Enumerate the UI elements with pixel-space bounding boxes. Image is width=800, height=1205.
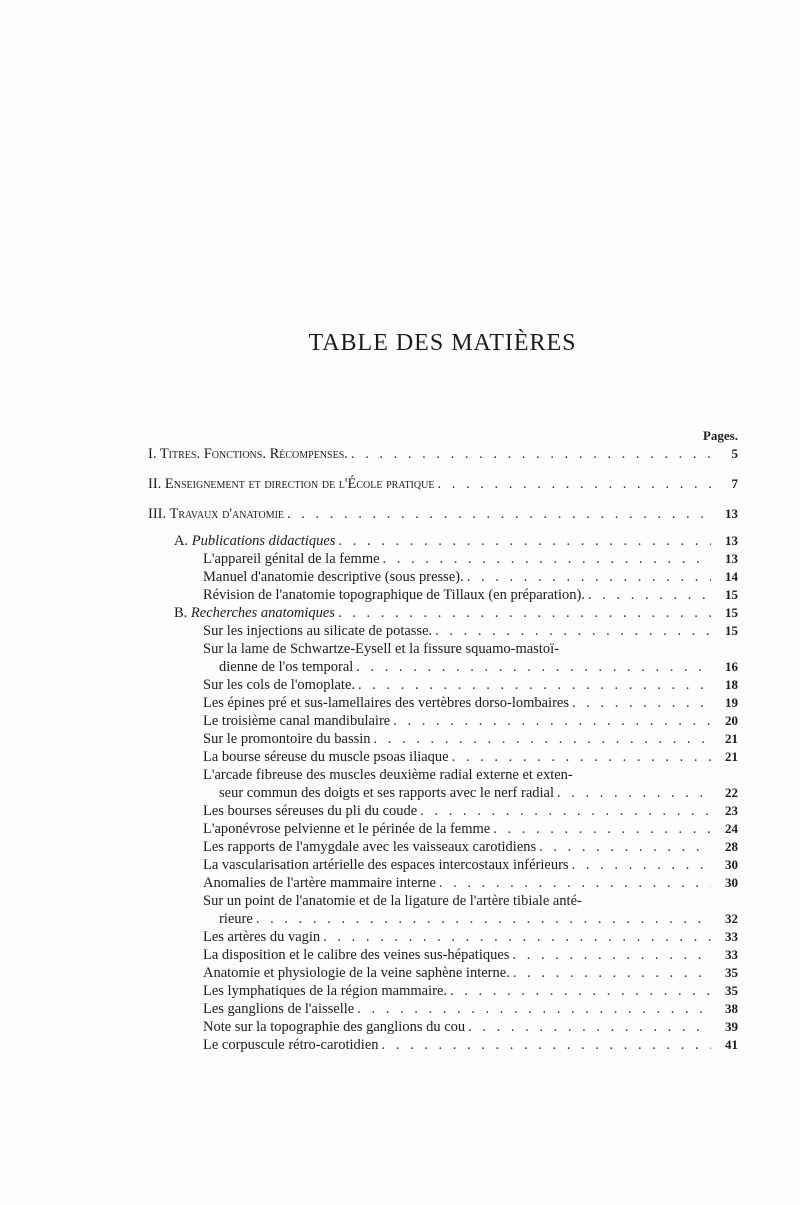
toc-entry-label: Manuel d'anatomie descriptive (sous presse). bbox=[203, 569, 464, 585]
toc-entry bbox=[203, 1037, 738, 1053]
leader-dots bbox=[383, 551, 711, 567]
toc-section-label: III. Travaux d'anatomie bbox=[148, 506, 285, 522]
leader-dots bbox=[588, 587, 711, 603]
leader-dots bbox=[339, 533, 711, 549]
leader-dots bbox=[557, 785, 711, 801]
toc-section-label: I. Titres. Fonctions. Récompenses. bbox=[148, 446, 348, 462]
toc-page-number: 15 bbox=[725, 587, 738, 602]
leader-dots bbox=[450, 983, 711, 999]
toc-page-number: 35 bbox=[725, 965, 738, 980]
toc-entry bbox=[203, 821, 738, 837]
toc-section-2 bbox=[148, 476, 738, 492]
toc-entry-label: Les artères du vagin bbox=[203, 929, 321, 945]
toc-page-number: 33 bbox=[725, 929, 738, 944]
toc-page-number: 21 bbox=[725, 749, 738, 764]
toc-page-number: 20 bbox=[725, 713, 738, 728]
toc-page-number: 5 bbox=[731, 446, 738, 461]
toc-subsection-label: Publications didactiques bbox=[191, 533, 336, 549]
leader-dots bbox=[357, 1001, 711, 1017]
leader-dots bbox=[493, 821, 711, 837]
toc-entry-label: Note sur la topographie des ganglions du cou bbox=[203, 1019, 466, 1035]
pages-column-header: Pages. bbox=[702, 428, 738, 443]
toc-entry-label: Les lymphatiques de la région mammaire. bbox=[203, 983, 448, 999]
toc-entry-label: La vascularisation artérielle des espaces intercostaux inférieurs bbox=[203, 857, 569, 873]
leader-dots bbox=[572, 695, 711, 711]
toc-page-number: 30 bbox=[725, 875, 738, 890]
toc-entry-label: Révision de l'anatomie topographique de Tillaux (en préparation). bbox=[203, 587, 585, 603]
toc-page-number: 13 bbox=[725, 551, 738, 566]
leader-dots bbox=[572, 857, 711, 873]
toc-entry-label: Les bourses séreuses du pli du coude bbox=[203, 803, 418, 819]
leader-dots bbox=[439, 875, 711, 891]
toc-entry-label: Les épines pré et sus-lamellaires des vertèbres dorso-lombaires bbox=[203, 695, 569, 711]
toc-entry bbox=[203, 965, 738, 981]
toc-page-number: 13 bbox=[725, 533, 738, 548]
toc-entry bbox=[203, 569, 738, 585]
toc-page-number: 19 bbox=[725, 695, 738, 710]
toc-page-number: 23 bbox=[725, 803, 738, 818]
leader-dots bbox=[467, 569, 711, 585]
toc-entry bbox=[203, 857, 738, 873]
toc-page-number: 14 bbox=[725, 569, 738, 584]
toc-entry-label: Sur les cols de l'omoplate. bbox=[203, 677, 356, 693]
leader-dots bbox=[323, 929, 711, 945]
toc-subsection-label: Recherches anatomiques bbox=[190, 605, 335, 621]
toc-entry-line: Sur un point de l'anatomie et de la ligature de l'artère tibiale anté- bbox=[203, 893, 582, 909]
leader-dots bbox=[452, 749, 711, 765]
toc-subsection-letter: B. bbox=[174, 605, 188, 621]
toc-entry-label: Le troisième canal mandibulaire bbox=[203, 713, 391, 729]
toc-entry-label: Anatomie et physiologie de la veine saphène interne. bbox=[203, 965, 510, 981]
toc-page-number: 39 bbox=[725, 1019, 738, 1034]
toc-entry-label: L'appareil génital de la femme bbox=[203, 551, 380, 567]
leader-dots bbox=[358, 677, 711, 693]
leader-dots bbox=[420, 803, 711, 819]
toc-page-number: 41 bbox=[725, 1037, 738, 1052]
leader-dots bbox=[435, 623, 711, 639]
toc-entry-label: Le corpuscule rétro-carotidien bbox=[203, 1037, 379, 1053]
toc-entry bbox=[203, 587, 738, 603]
toc-entry bbox=[203, 623, 738, 639]
toc-page-number: 22 bbox=[725, 785, 738, 800]
leader-dots bbox=[356, 659, 711, 675]
toc-entry-line: L'arcade fibreuse des muscles deuxième radial externe et exten- bbox=[203, 767, 573, 783]
toc-section-label: II. Enseignement et direction de l'École pratique bbox=[148, 476, 435, 492]
leader-dots bbox=[512, 947, 711, 963]
toc-subsection-b bbox=[174, 605, 738, 621]
toc-page-number: 15 bbox=[725, 605, 738, 620]
leader-dots bbox=[437, 476, 711, 492]
toc-entry bbox=[203, 947, 738, 963]
toc-entry-label: rieure bbox=[219, 911, 253, 927]
toc-section-3 bbox=[148, 506, 738, 522]
toc-page-number: 24 bbox=[725, 821, 738, 836]
toc-page-number: 15 bbox=[725, 623, 738, 638]
toc-page-number: 21 bbox=[725, 731, 738, 746]
leader-dots bbox=[468, 1019, 711, 1035]
toc-page-number: 28 bbox=[725, 839, 738, 854]
toc-entry-label: Sur le promontoire du bassin bbox=[203, 731, 371, 747]
toc-page-number: 38 bbox=[725, 1001, 738, 1016]
leader-dots bbox=[256, 911, 711, 927]
toc-entry bbox=[203, 983, 738, 999]
toc-entry-label: Anomalies de l'artère mammaire interne bbox=[203, 875, 436, 891]
toc-entry-label: Les ganglions de l'aisselle bbox=[203, 1001, 355, 1017]
toc-entry-line: Sur la lame de Schwartze-Eysell et la fissure squamo-mastoï- bbox=[203, 641, 559, 657]
toc-page-number: 13 bbox=[725, 506, 738, 521]
toc-entry bbox=[203, 929, 738, 945]
toc-entry-label: Sur les injections au silicate de potasse. bbox=[203, 623, 433, 639]
toc-entry-label: L'aponévrose pelvienne et le périnée de la femme bbox=[203, 821, 491, 837]
toc-page-number: 18 bbox=[725, 677, 738, 692]
toc-entry bbox=[203, 1001, 738, 1017]
toc-page-number: 35 bbox=[725, 983, 738, 998]
toc-subsection-a bbox=[174, 533, 738, 549]
toc-entry bbox=[219, 785, 738, 801]
toc-entry-label: dienne de l'os temporal bbox=[219, 659, 354, 675]
toc-entry bbox=[219, 911, 738, 927]
toc-entry-label: La bourse séreuse du muscle psoas iliaque bbox=[203, 749, 449, 765]
toc-page-number: 7 bbox=[731, 476, 738, 491]
leader-dots bbox=[513, 965, 711, 981]
toc-entry bbox=[203, 1019, 738, 1035]
toc-entry bbox=[203, 713, 738, 729]
toc-page-number: 30 bbox=[725, 857, 738, 872]
toc-entry-label: seur commun des doigts et ses rapports avec le nerf radial bbox=[219, 785, 555, 801]
toc-section-1 bbox=[148, 446, 738, 462]
toc-entry bbox=[203, 677, 738, 693]
leader-dots bbox=[287, 506, 711, 522]
leader-dots bbox=[351, 446, 711, 462]
toc-page-number: 33 bbox=[725, 947, 738, 962]
toc-entry bbox=[203, 875, 738, 891]
leader-dots bbox=[539, 839, 711, 855]
toc-entry bbox=[203, 839, 738, 855]
leader-dots bbox=[382, 1037, 711, 1053]
toc-entry-label: La disposition et le calibre des veines sus-hépatiques bbox=[203, 947, 510, 963]
leader-dots bbox=[393, 713, 711, 729]
toc-page-number: 32 bbox=[725, 911, 738, 926]
toc-entry bbox=[203, 749, 738, 765]
toc-page-number: 16 bbox=[725, 659, 738, 674]
leader-dots bbox=[338, 605, 711, 621]
toc-entry bbox=[203, 803, 738, 819]
toc-entry bbox=[203, 731, 738, 747]
leader-dots bbox=[374, 731, 711, 747]
toc-entry bbox=[219, 659, 738, 675]
toc-entry bbox=[203, 695, 738, 711]
toc-entry bbox=[203, 551, 738, 567]
toc-subsection-letter: A. bbox=[174, 533, 189, 549]
toc-entry-label: Les rapports de l'amygdale avec les vaisseaux carotidiens bbox=[203, 839, 537, 855]
page-title: TABLE DES MATIÈRES bbox=[308, 330, 577, 356]
